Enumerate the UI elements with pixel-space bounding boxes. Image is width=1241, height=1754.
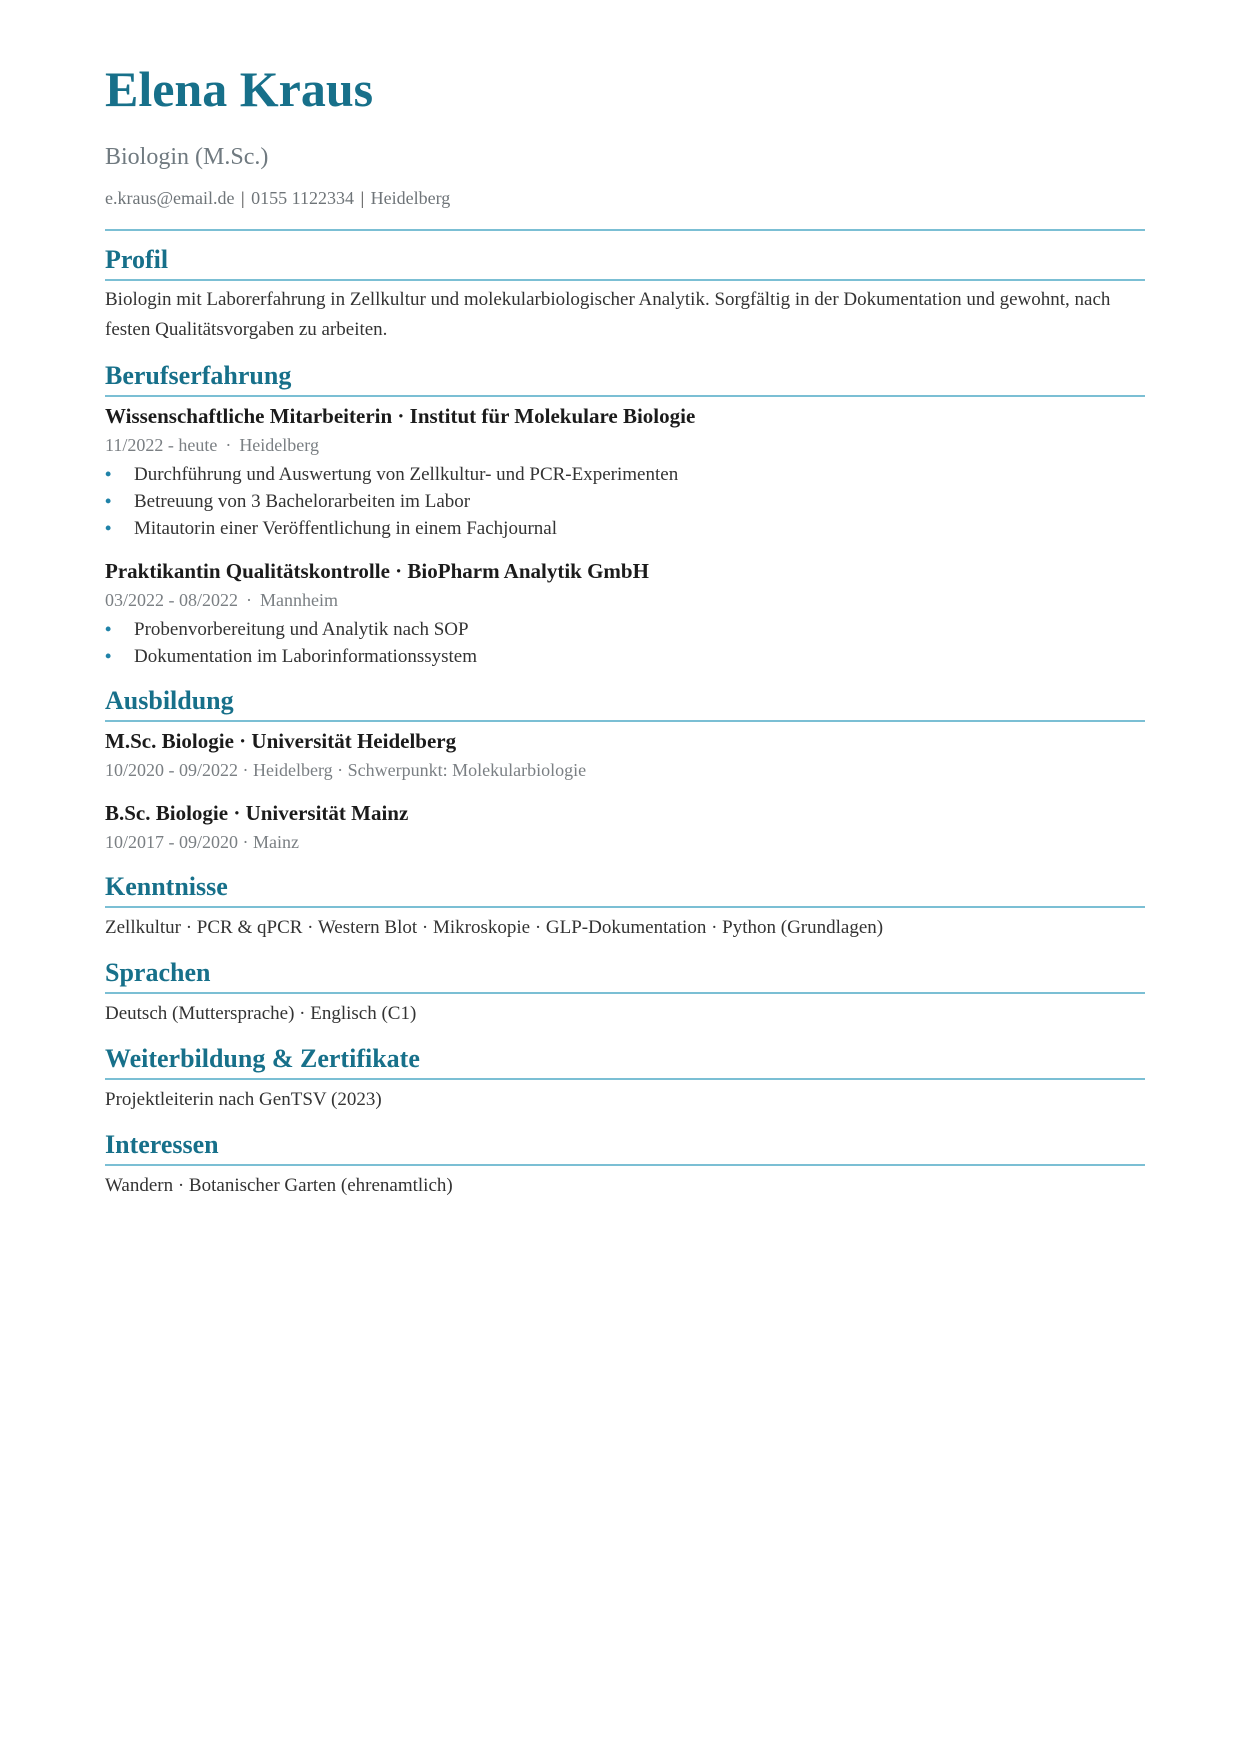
education-entry: [105, 798, 1145, 856]
meta-dot: ·: [246, 590, 252, 610]
education-meta: 10/2020 - 09/2022 · Heidelberg · Schwerpunkt: Molekularbiologie: [105, 760, 587, 780]
job-bullet: [105, 643, 1145, 670]
section-title-profile: Profil: [105, 243, 1145, 281]
contact-phone: 0155 1122334: [251, 188, 354, 208]
education-meta: 10/2017 - 09/2020 · Mainz: [105, 832, 299, 852]
job-period: 03/2022 - 08/2022: [105, 590, 238, 610]
section-profile: [105, 243, 1145, 345]
job-meta: [105, 431, 1145, 459]
job-bullet-list: [105, 461, 1145, 542]
section-experience: [105, 359, 1145, 670]
contact-separator: |: [360, 188, 365, 208]
skills-text: Zellkultur · PCR & qPCR · Western Blot · Mikroskopie · GLP-Dokumentation · Python (Grundlagen): [105, 917, 884, 938]
job-bullet-list: [105, 616, 1145, 670]
bullet-icon: •: [105, 518, 112, 538]
job-location: Heidelberg: [239, 435, 319, 455]
section-title-experience: Berufserfahrung: [105, 359, 1145, 397]
job-bullet-text: Dokumentation im Laborinformationssystem: [134, 646, 478, 667]
education-title: B.Sc. Biologie · Universität Mainz: [105, 801, 409, 825]
section-certificates: [105, 1042, 1145, 1114]
section-title-languages: Sprachen: [105, 956, 1145, 994]
resume-content: [105, 58, 1145, 1200]
header-divider: [105, 229, 1145, 231]
bullet-icon: •: [105, 619, 112, 639]
contact-separator: |: [241, 188, 245, 208]
section-languages: [105, 956, 1145, 1028]
job-title: Wissenschaftliche Mitarbeiterin · Institut für Molekulare Biologie: [105, 404, 696, 428]
candidate-name: Elena Kraus: [105, 61, 374, 117]
job-entry: [105, 401, 1145, 542]
job-bullet: [105, 515, 1145, 542]
section-title-interests: Interessen: [105, 1128, 1145, 1166]
job-bullet: [105, 461, 1145, 488]
job-bullet-text: Betreuung von 3 Bachelorarbeiten im Labor: [134, 491, 471, 512]
interests-text: Wandern · Botanischer Garten (ehrenamtlich): [105, 1175, 453, 1196]
candidate-title: Biologin (M.Sc.): [105, 144, 269, 170]
contact-city: Heidelberg: [370, 188, 451, 208]
job-bullet-text: Probenvorbereitung und Analytik nach SOP: [134, 619, 469, 640]
meta-dot: ·: [225, 435, 232, 455]
profile-text: Biologin mit Laborerfahrung in Zellkultur und molekularbiologischer Analytik. Sorgfältig in der Dokumentation und gewohnt, nach festen Qualitätsvorgaben zu arbeiten.: [105, 289, 1111, 340]
job-location: Mannheim: [260, 590, 338, 610]
section-title-education: Ausbildung: [105, 684, 1145, 722]
job-bullet: [105, 488, 1145, 515]
bullet-icon: •: [105, 646, 112, 666]
education-entry: [105, 726, 1145, 784]
job-period: 11/2022 - heute: [105, 435, 218, 455]
section-interests: [105, 1128, 1145, 1200]
job-bullet-text: Mitautorin einer Veröffentlichung in einem Fachjournal: [134, 518, 557, 539]
languages-text: Deutsch (Muttersprache) · Englisch (C1): [105, 1003, 417, 1024]
section-skills: [105, 870, 1145, 942]
job-meta: [105, 586, 1145, 614]
certificates-text: Projektleiterin nach GenTSV (2023): [105, 1089, 382, 1110]
job-bullet-text: Durchführung und Auswertung von Zellkultur- und PCR-Experimenten: [134, 464, 679, 485]
bullet-icon: •: [105, 491, 112, 511]
bullet-icon: •: [105, 464, 112, 484]
job-bullet: [105, 616, 1145, 643]
job-entry: [105, 556, 1145, 670]
section-title-certificates: Weiterbildung & Zertifikate: [105, 1042, 1145, 1080]
contact-email: e.kraus@email.de: [105, 188, 235, 208]
section-title-skills: Kenntnisse: [105, 870, 1145, 908]
section-education: [105, 684, 1145, 856]
education-title: M.Sc. Biologie · Universität Heidelberg: [105, 729, 457, 753]
job-title: Praktikantin Qualitätskontrolle · BioPharm Analytik GmbH: [105, 559, 649, 583]
contact-line: [105, 187, 1145, 209]
